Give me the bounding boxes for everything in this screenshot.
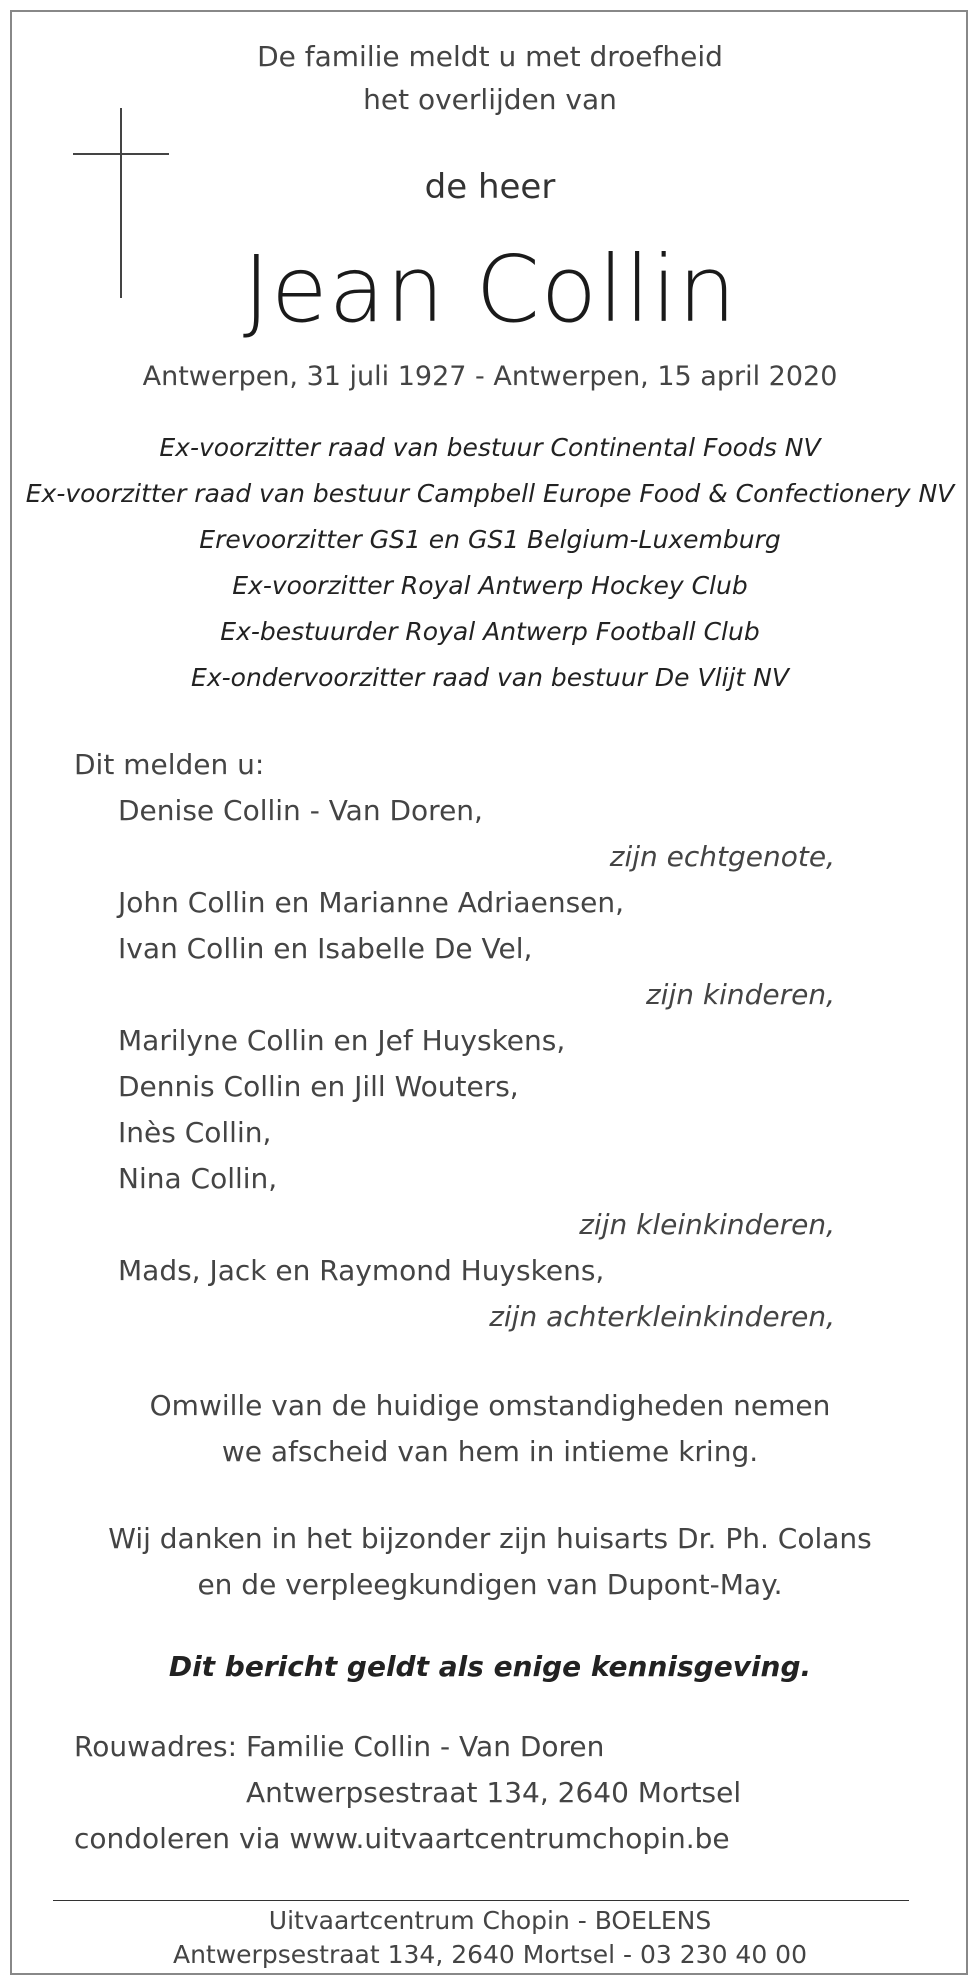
intro-line-1: De familie meldt u met droefheid: [257, 40, 723, 73]
relation-label: zijn achterkleinkinderen,: [489, 1300, 835, 1333]
child-name: Ivan Collin en Isabelle De Vel,: [118, 932, 533, 965]
condolence-link[interactable]: condoleren via www.uitvaartcentrumchopin.be: [74, 1822, 730, 1855]
title-line: Ex-bestuurder Royal Antwerp Football Club: [220, 617, 760, 646]
address-line-2: Antwerpsestraat 134, 2640 Mortsel: [246, 1776, 742, 1809]
greatgrandchild-names: Mads, Jack en Raymond Huyskens,: [118, 1254, 605, 1287]
footer-divider: [53, 1900, 909, 1901]
thanks-line-1: Wij danken in het bijzonder zijn huisarts Dr. Ph. Colans: [108, 1522, 872, 1555]
grandchild-name: Marilyne Collin en Jef Huyskens,: [118, 1024, 566, 1057]
title-line: Ex-voorzitter Royal Antwerp Hockey Club: [232, 571, 748, 600]
relation-label: zijn kleinkinderen,: [579, 1208, 835, 1241]
birth-death-dates: Antwerpen, 31 juli 1927 - Antwerpen, 15 april 2020: [142, 361, 838, 392]
grandchild-name: Dennis Collin en Jill Wouters,: [118, 1070, 519, 1103]
deceased-name: Jean Collin: [242, 236, 738, 343]
honorific: de heer: [424, 167, 556, 207]
child-name: John Collin en Marianne Adriaensen,: [118, 886, 625, 919]
notice-text: Dit bericht geldt als enige kennisgeving.: [168, 1650, 812, 1683]
title-line: Erevoorzitter GS1 en GS1 Belgium-Luxemburg: [199, 525, 781, 554]
grandchild-name: Nina Collin,: [118, 1162, 278, 1195]
address-line-1: Rouwadres: Familie Collin - Van Doren: [74, 1730, 605, 1763]
farewell-line-1: Omwille van de huidige omstandigheden nemen: [149, 1389, 831, 1422]
title-line: Ex-voorzitter raad van bestuur Campbell Europe Food & Confectionery NV: [25, 479, 955, 508]
title-line: Ex-voorzitter raad van bestuur Continental Foods NV: [159, 433, 821, 462]
relation-label: zijn echtgenote,: [609, 840, 835, 873]
intro-line-2: het overlijden van: [363, 83, 617, 116]
cross-icon-bar: [73, 153, 169, 155]
footer-company: Uitvaartcentrum Chopin - BOELENS: [268, 1906, 712, 1935]
footer-address: Antwerpsestraat 134, 2640 Mortsel - 03 230 40 00: [172, 1940, 807, 1969]
relation-label: zijn kinderen,: [645, 978, 835, 1011]
family-heading: Dit melden u:: [74, 748, 265, 781]
spouse-name: Denise Collin - Van Doren,: [118, 794, 483, 827]
farewell-line-2: we afscheid van hem in intieme kring.: [221, 1435, 759, 1468]
grandchild-name: Inès Collin,: [118, 1116, 272, 1149]
title-line: Ex-ondervoorzitter raad van bestuur De Vlijt NV: [191, 663, 789, 692]
thanks-line-2: en de verpleegkundigen van Dupont-May.: [197, 1568, 783, 1601]
